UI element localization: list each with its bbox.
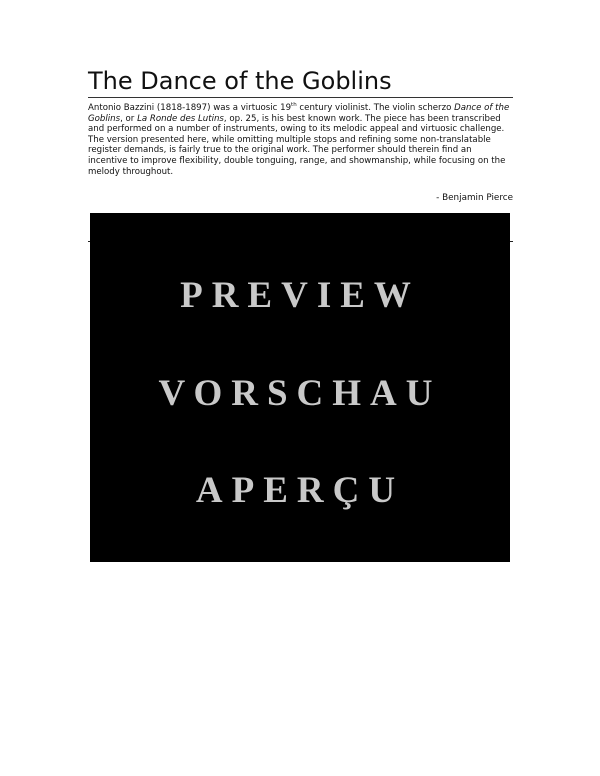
intro-paragraph	[88, 103, 513, 177]
watermark-preview: PREVIEW	[180, 275, 420, 316]
watermark-vorschau: VORSCHAU	[158, 373, 442, 414]
intro-text-4: , op. 25, is his best known work. The piece has been transcribed and performed on a number of instruments, owing to its melodic appeal and virtuosic challenge. The version presented here, while omitting multiple stops and refining some non-translatable register demands, is fairly true to the original work. The performer should therein find an incentive to improve flexibility, double tonguing, range, and showmanship, while focusing on the melody throughout.	[88, 113, 506, 177]
intro-work-title: Dance of the Goblins	[88, 103, 510, 124]
intro-superscript: th	[291, 102, 297, 109]
intro-text-3: , or	[120, 113, 138, 124]
intro-text-1: Antonio Bazzini (1818-1897) was a virtuosic 19	[88, 103, 292, 113]
document-title: The Dance of the Goblins	[88, 67, 392, 95]
author-signature: - Benjamin Pierce	[436, 193, 513, 203]
preview-watermark-overlay	[90, 213, 510, 562]
intro-work-alt-title: La Ronde des Lutins	[137, 113, 224, 124]
intro-text-2: century violinist. The violin scherzo	[296, 103, 455, 113]
title-underline	[88, 97, 513, 98]
watermark-apercu: APERÇU	[195, 470, 405, 511]
